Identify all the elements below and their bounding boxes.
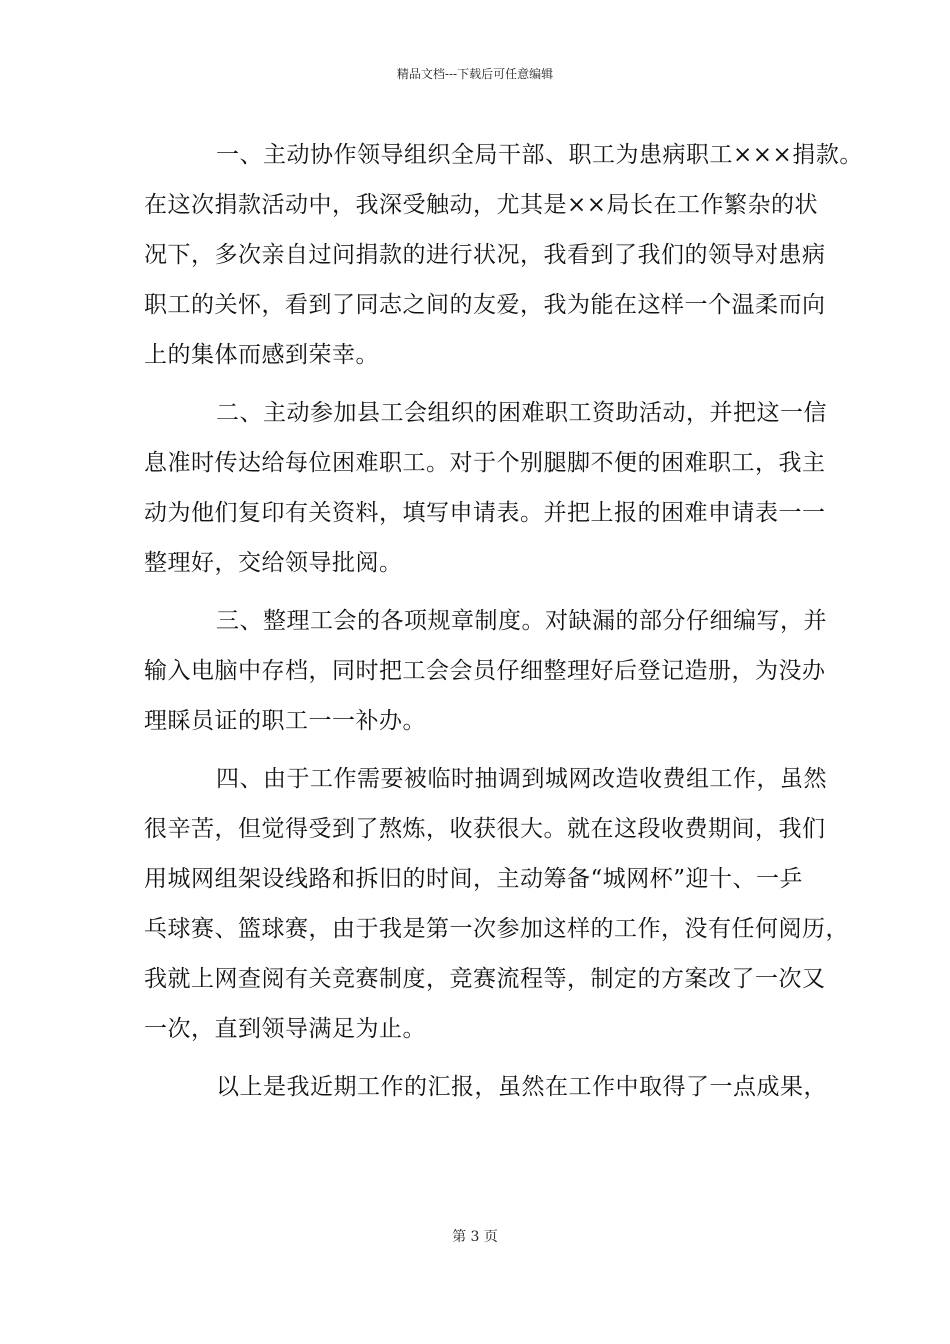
text-line: 我就上网查阅有关竞赛制度，竞赛流程等，制定的方案改了一次又 [144, 966, 826, 992]
text-line: 以上是我近期工作的汇报，虽然在工作中取得了一点成果， [216, 1074, 827, 1100]
text-line: 三、整理工会的各项规章制度。对缺漏的部分仔细编写，并 [216, 608, 827, 634]
page-header [0, 66, 950, 82]
paragraph [144, 596, 826, 746]
text-line: 输入电脑中存档，同时把工会会员仔细整理好后登记造册，为没办 [144, 658, 826, 684]
text-line: 动为他们复印有关资料，填写申请表。并把上报的困难申请表一一 [144, 500, 826, 526]
text-line: 整理好，交给领导批阅。 [144, 550, 403, 576]
paragraph [144, 754, 849, 1054]
text-line: 二、主动参加县工会组织的困难职工资助活动，并把这一信 [216, 400, 827, 426]
document-body [144, 130, 863, 1112]
text-line: 四、由于工作需要被临时抽调到城网改造收费组工作，虽然 [216, 766, 827, 792]
paragraph [144, 1062, 826, 1112]
text-line: 很辛苦，但觉得受到了熬炼，收获很大。就在这段收费期间，我们 [144, 816, 826, 842]
page-number: 第 3 页 [452, 1229, 498, 1245]
paragraph [144, 130, 863, 380]
page-footer [0, 1228, 950, 1246]
text-line: 况下，多次亲自过问捐款的进行状况，我看到了我们的领导对患病 [144, 242, 826, 268]
text-line: 乓球赛、篮球赛，由于我是第一次参加这样的工作，没有任何阅历， [144, 916, 849, 942]
text-line: 一次，直到领导满足为止。 [144, 1016, 426, 1042]
text-line: 息准时传达给每位困难职工。对于个别腿脚不便的困难职工，我主 [144, 450, 826, 476]
text-line: 用城网组架设线路和拆旧的时间，主动筹备“城网杯”迎十、一乒 [144, 866, 804, 892]
header-text: 精品文档---下载后可任意编辑 [396, 67, 554, 81]
text-line: 在这次捐款活动中，我深受触动，尤其是××局长在工作繁杂的状 [144, 192, 819, 218]
text-line: 职工的关怀，看到了同志之间的友爱，我为能在这样一个温柔而向 [144, 292, 826, 318]
text-line: 上的集体而感到荣幸。 [144, 342, 379, 368]
paragraph [144, 388, 826, 588]
text-line: 理睬员证的职工一一补办。 [144, 708, 426, 734]
text-line: 一、主动协作领导组织全局干部、职工为患病职工×××捐款。 [216, 142, 863, 168]
